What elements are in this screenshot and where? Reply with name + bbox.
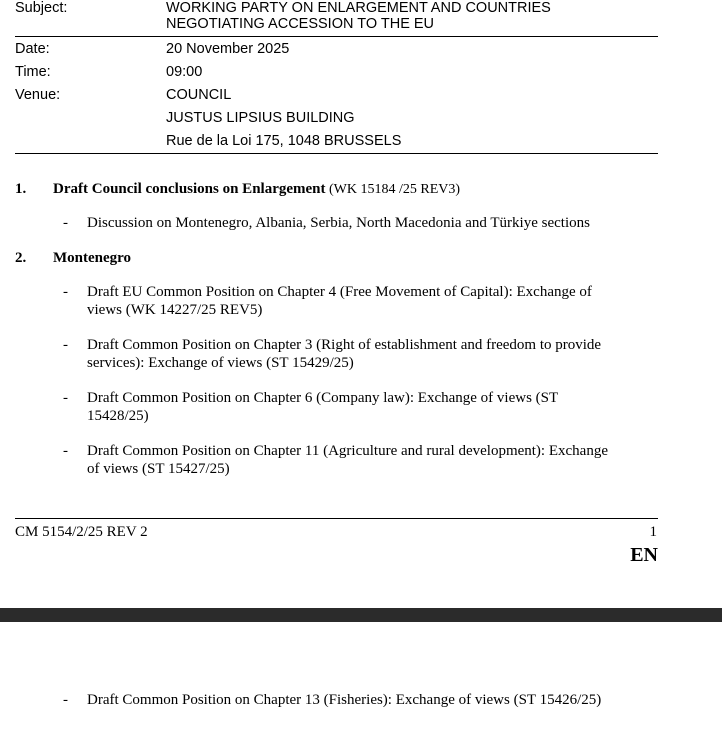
bullet-text-line-1: Draft Common Position on Chapter 3 (Right of establishment and freedom to provide xyxy=(87,337,602,353)
subject-line-2: NEGOTIATING ACCESSION TO THE EU xyxy=(166,16,435,32)
subject-label: Subject: xyxy=(15,0,68,16)
agenda-item-reference: (WK 15184 /25 REV3) xyxy=(325,182,461,197)
bullet-dash: - xyxy=(63,337,68,353)
bullet-text-line-2: services): Exchange of views (ST 15429/25) xyxy=(87,355,354,371)
bullet-text: Discussion on Montenegro, Albania, Serbia, North Macedonia and Türkiye sections xyxy=(87,215,590,231)
date-label: Date: xyxy=(15,41,50,57)
agenda-item-heading xyxy=(53,180,460,199)
bullet-text-line-2: views (WK 14227/25 REV5) xyxy=(87,302,263,318)
agenda-item-title: Draft Council conclusions on Enlargement xyxy=(53,181,326,197)
bullet-dash: - xyxy=(63,390,68,406)
header-top-rule xyxy=(15,36,658,37)
subject-line-1: WORKING PARTY ON ENLARGEMENT AND COUNTRIES xyxy=(166,0,551,16)
venue-label: Venue: xyxy=(15,87,61,103)
page-number: 1 xyxy=(649,524,657,540)
document-reference: CM 5154/2/25 REV 2 xyxy=(15,524,148,540)
bullet-text-line-1: Draft Common Position on Chapter 6 (Company law): Exchange of views (ST xyxy=(87,390,559,406)
bullet-dash: - xyxy=(63,284,68,300)
bullet-dash: - xyxy=(63,215,68,231)
agenda-item-number: 1. xyxy=(15,181,27,197)
document-page-2 xyxy=(0,622,722,729)
bullet-text-line-2: 15428/25) xyxy=(87,408,149,424)
bullet-dash: - xyxy=(63,443,68,459)
bullet-dash: - xyxy=(63,692,68,708)
time-value: 09:00 xyxy=(166,64,203,80)
agenda-item-number: 2. xyxy=(15,250,27,266)
footer-rule xyxy=(15,518,658,519)
date-value: 20 November 2025 xyxy=(166,41,290,57)
bullet-text-line-1: Draft EU Common Position on Chapter 4 (Free Movement of Capital): Exchange of xyxy=(87,284,592,300)
page-separator xyxy=(0,608,722,622)
bullet-text-line-2: of views (ST 15427/25) xyxy=(87,461,230,477)
venue-line-1: COUNCIL xyxy=(166,87,232,103)
bullet-text: Draft Common Position on Chapter 13 (Fisheries): Exchange of views (ST 15426/25) xyxy=(87,692,602,708)
venue-line-2: JUSTUS LIPSIUS BUILDING xyxy=(166,110,355,126)
bullet-text-line-1: Draft Common Position on Chapter 11 (Agriculture and rural development): Exchange xyxy=(87,443,608,459)
language-code: EN xyxy=(630,544,658,566)
header-bottom-rule xyxy=(15,153,658,154)
time-label: Time: xyxy=(15,64,51,80)
venue-line-3: Rue de la Loi 175, 1048 BRUSSELS xyxy=(166,133,402,149)
agenda-item-title: Montenegro xyxy=(53,250,132,266)
